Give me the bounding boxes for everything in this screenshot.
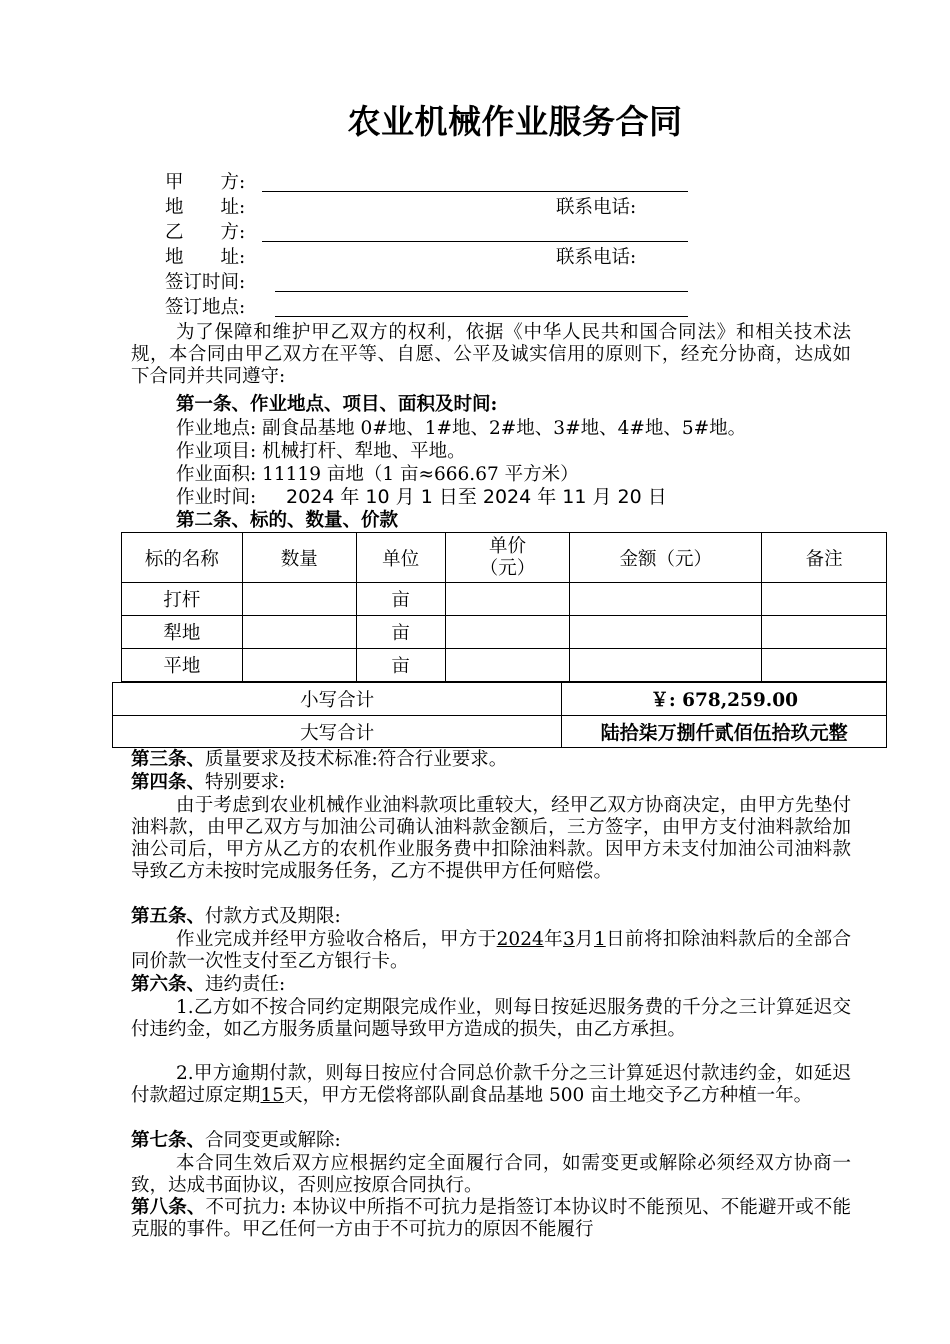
article8 <box>131 1197 851 1241</box>
subtotal-row <box>113 683 887 716</box>
article5-heading: 第五条、 <box>131 906 206 927</box>
col-header-price-line2: （元） <box>479 557 536 579</box>
article2-heading: 第二条、标的、数量、价款 <box>176 510 399 531</box>
row-qty[interactable] <box>242 583 356 616</box>
work-time-value: 2024 年 10 月 1 日至 2024 年 11 月 20 日 <box>286 486 667 508</box>
article6-item2 <box>131 1063 851 1107</box>
article4-heading: 第四条、 <box>131 772 206 793</box>
work-project: 作业项目: 机械打杆、犁地、平地。 <box>176 441 466 462</box>
col-header-qty: 数量 <box>242 533 356 583</box>
article4-text: 特别要求: <box>205 772 286 793</box>
article5 <box>131 906 341 928</box>
row-amount[interactable] <box>570 616 762 649</box>
address-label-2: 地 址: <box>165 247 246 268</box>
total-row <box>113 716 887 748</box>
col-header-price-line1: 单价 <box>488 535 526 557</box>
row-note[interactable] <box>762 649 887 682</box>
article7-heading: 第七条、 <box>131 1130 206 1151</box>
article5-body-pre: 作业完成并经甲方验收合格后，甲方于 <box>176 929 497 950</box>
article6-item1: 1.乙方如不按合同约定期限完成作业，则每日按延迟服务费的千分之三计算延迟交付违约金，如乙方服务质量问题导致甲方造成的损失，由乙方承担。 <box>131 997 851 1040</box>
article5-text: 付款方式及期限: <box>205 906 341 927</box>
col-header-unit: 单位 <box>356 533 445 583</box>
article6-item2-post: 天，甲方无偿将部队副食品基地 500 亩土地交予乙方种植一年。 <box>284 1085 813 1106</box>
row-qty[interactable] <box>242 649 356 682</box>
row-note[interactable] <box>762 616 887 649</box>
phone-label-2: 联系电话: <box>556 247 637 268</box>
article7-body: 本合同生效后双方应根据约定全面履行合同，如需变更或解除必须经双方协商一致，达成书面协议，否则应按原合同执行。 <box>131 1153 851 1196</box>
subtotal-label: 小写合计 <box>113 683 562 716</box>
payment-year: 2024 <box>496 929 544 950</box>
row-name: 打杆 <box>122 583 243 616</box>
payment-month: 3 <box>562 929 575 950</box>
article3-text: 质量要求及技术标准:符合行业要求。 <box>205 749 508 770</box>
article4 <box>131 772 285 794</box>
article7 <box>131 1130 341 1152</box>
table-row <box>122 583 887 616</box>
party-a-label: 甲 方: <box>165 172 246 193</box>
col-header-price <box>445 533 570 583</box>
article7-text: 合同变更或解除: <box>205 1130 341 1151</box>
row-amount[interactable] <box>570 649 762 682</box>
subtotal-value: ￥: 678,259.00 <box>562 683 887 716</box>
table-header-row <box>122 533 887 583</box>
col-header-note: 备注 <box>762 533 887 583</box>
total-table <box>112 682 887 748</box>
row-unit: 亩 <box>356 616 445 649</box>
total-label: 大写合计 <box>113 716 562 748</box>
row-unit: 亩 <box>356 649 445 682</box>
month-unit: 月 <box>574 929 594 950</box>
party-a-line[interactable] <box>262 191 688 192</box>
article6 <box>131 974 285 996</box>
work-location: 作业地点: 副食品基地 0#地、1#地、2#地、3#地、4#地、5#地。 <box>176 418 747 439</box>
article1-heading: 第一条、作业地点、项目、面积及时间: <box>176 394 498 415</box>
row-qty[interactable] <box>242 616 356 649</box>
payment-day: 1 <box>594 929 606 950</box>
article5-body-post: 日前将扣除油料款后的全部合同价款一次性支付至乙方银行卡。 <box>131 929 851 972</box>
article8-heading: 第八条、 <box>131 1197 206 1218</box>
work-area: 作业面积: 11119 亩地（1 亩≈666.67 平方米） <box>176 464 579 485</box>
row-unit: 亩 <box>356 583 445 616</box>
row-price[interactable] <box>445 583 570 616</box>
sign-place-label: 签订地点: <box>165 297 246 318</box>
document-title: 农业机械作业服务合同 <box>347 102 683 141</box>
sign-time-label: 签订时间: <box>165 272 246 293</box>
table-row <box>122 616 887 649</box>
table-row <box>122 649 887 682</box>
article8-text: 不可抗力: 本协议中所指不可抗力是指签订本协议时不能预见、不能避开或不能克服的事件。甲乙任何一方由于不可抗力的原因不能履行 <box>131 1197 851 1240</box>
row-price[interactable] <box>445 616 570 649</box>
article3 <box>131 749 507 771</box>
year-unit: 年 <box>543 929 563 950</box>
party-b-label: 乙 方: <box>165 222 246 243</box>
sign-place-line[interactable] <box>275 316 688 317</box>
article6-heading: 第六条、 <box>131 974 206 995</box>
work-time-label: 作业时间: <box>176 487 257 508</box>
row-price[interactable] <box>445 649 570 682</box>
intro-paragraph: 为了保障和维护甲乙双方的权利，依据《中华人民共和国合同法》和相关技术法规，本合同由甲乙双方在平等、自愿、公平及诚实信用的原则下，经充分协商，达成如下合同并共同遵守: <box>131 322 851 387</box>
party-b-line[interactable] <box>262 241 688 242</box>
address-label-1: 地 址: <box>165 197 246 218</box>
article6-text: 违约责任: <box>205 974 286 995</box>
row-name: 平地 <box>122 649 243 682</box>
article4-body: 由于考虑到农业机械作业油料款项比重较大，经甲乙双方协商决定，由甲方先垫付油料款，由甲乙双方与加油公司确认油料款金额后，三方签字，由甲方支付油料款给加油公司后，甲方从乙方的农机作业服务费中扣除油料款。因甲方未支付加油公司油料款导致乙方未按时完成服务任务，乙方不提供甲方任何赔偿。 <box>131 795 851 882</box>
col-header-name: 标的名称 <box>122 533 243 583</box>
total-value: 陆拾柒万捌仟贰佰伍拾玖元整 <box>562 716 887 748</box>
overdue-days: 15 <box>260 1085 285 1106</box>
row-note[interactable] <box>762 583 887 616</box>
pricing-table <box>121 532 887 682</box>
article5-body <box>131 929 851 973</box>
phone-label-1: 联系电话: <box>556 197 637 218</box>
article3-heading: 第三条、 <box>131 749 206 770</box>
row-amount[interactable] <box>570 583 762 616</box>
col-header-amount: 金额（元） <box>570 533 762 583</box>
sign-time-line[interactable] <box>275 291 688 292</box>
row-name: 犁地 <box>122 616 243 649</box>
article6-item2-pre: 2.甲方逾期付款，则每日按应付合同总价款千分之三计算延迟付款违约金，如延迟付款超过原定期 <box>131 1063 851 1106</box>
